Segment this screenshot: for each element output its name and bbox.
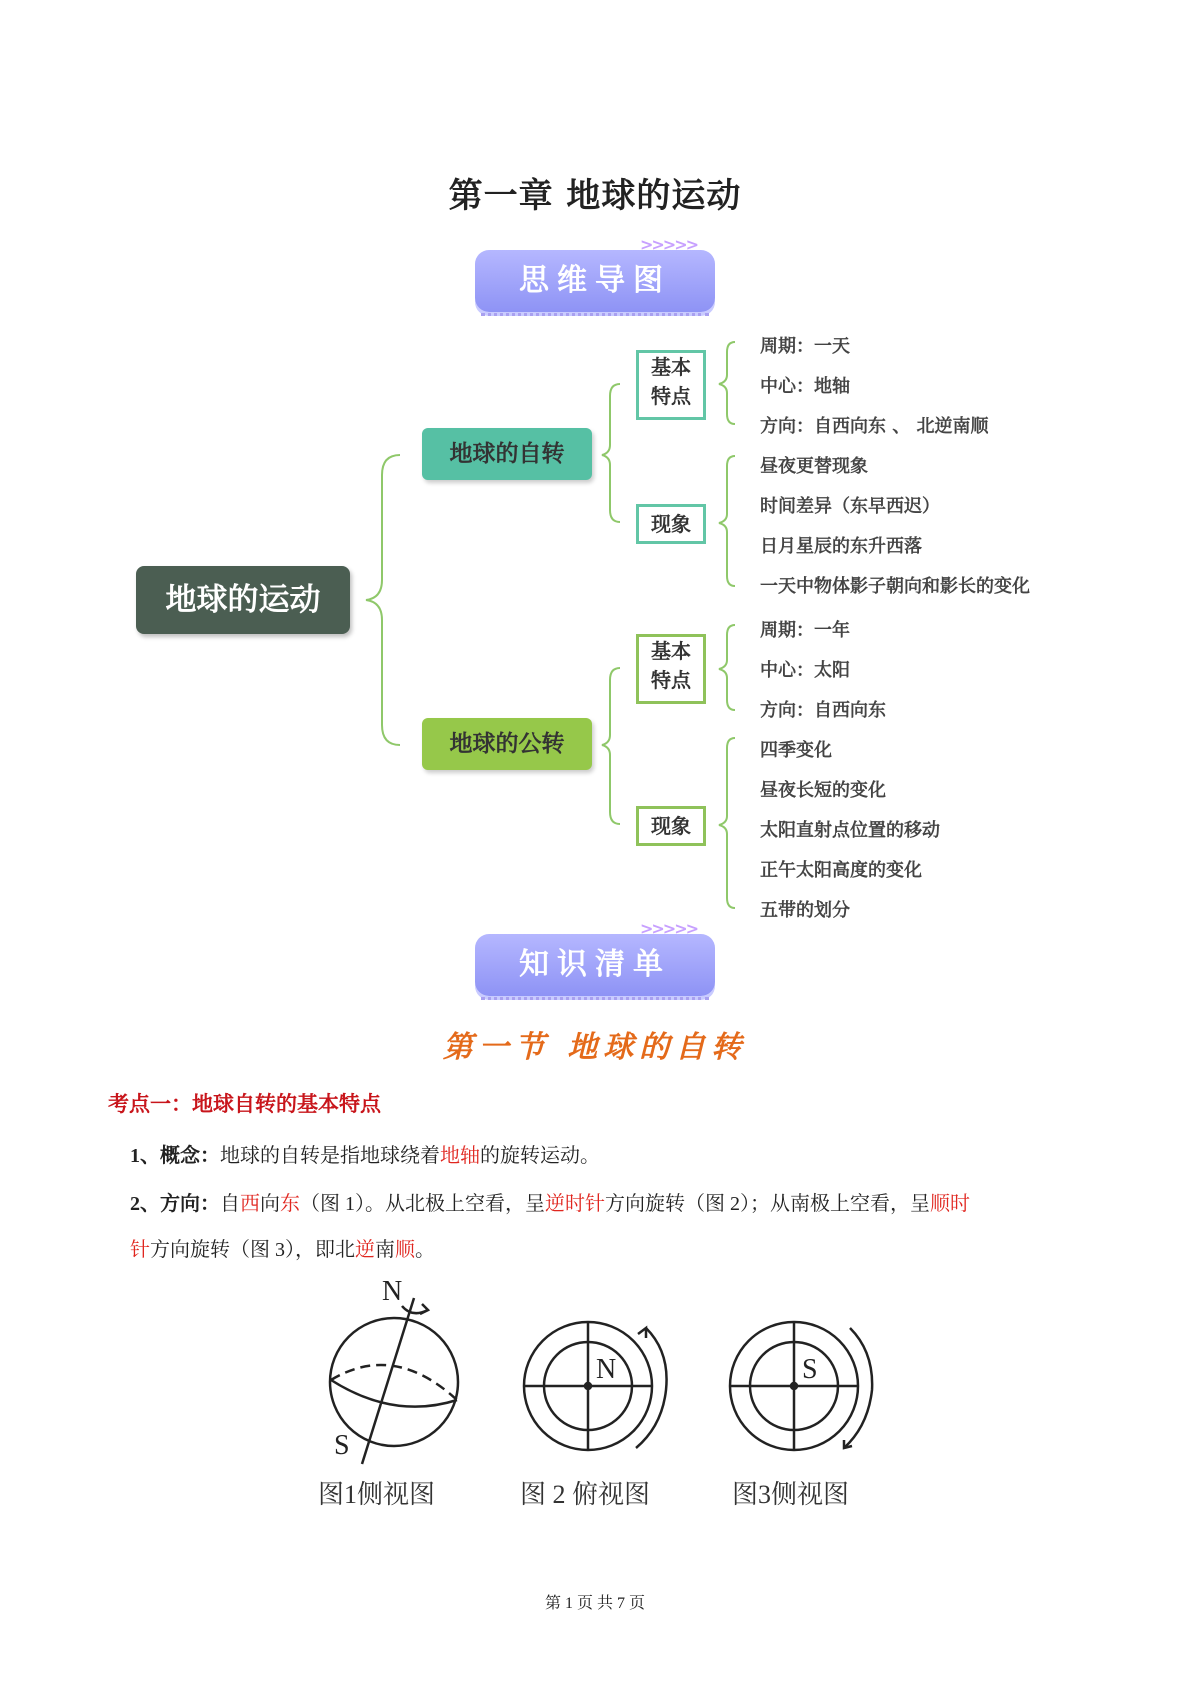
highlight: 逆 [355,1239,375,1261]
revolution-brace [602,668,620,824]
node-revolution: 地球的公转 [422,718,592,770]
text: （图 1）。从北极上空看，呈 [300,1193,545,1215]
knowledge-banner [475,919,715,996]
fig3-caption: 图3侧视图 [732,1480,850,1509]
text: 地球的自转是指地球绕着 [220,1145,440,1167]
figure-3-topview [730,1322,872,1450]
root-brace [366,455,400,745]
paragraph-direction [130,1182,1090,1226]
leaf-revolution-phen-3: 太阳直射点位置的移动 [760,820,940,841]
node-revolution-basic: 基本 特点 [636,634,706,704]
text: 。 [415,1239,435,1261]
highlight: 地轴 [440,1145,480,1167]
banner-arrows: >>>>> [639,919,697,938]
fig1-north-label: N [382,1280,403,1307]
highlight: 西 [240,1193,260,1215]
paragraph-direction-cont [130,1228,1090,1272]
node-rotation-phen: 现象 [636,504,706,544]
page-footer: 第 1 页 共 7 页 [544,1595,645,1612]
kaodian-heading: 考点一：地球自转的基本特点 [108,1092,381,1116]
leaf-revolution-phen-4: 正午太阳高度的变化 [760,860,922,881]
direction-label: 2、方向： [130,1193,220,1215]
node-rotation-basic: 基本 特点 [636,350,706,420]
text: 向 [260,1193,280,1215]
knowledge-banner-label: 知识清单 [519,947,671,982]
revolution-phen-brace [719,738,735,908]
leaf-rotation-phen-1: 昼夜更替现象 [760,456,868,477]
node-rotation: 地球的自转 [422,428,592,480]
rotation-basic-brace [719,342,735,424]
highlight: 顺 [395,1239,415,1261]
leaf-rotation-direction: 方向：自西向东 、 北逆南顺 [760,416,989,437]
highlight: 东 [280,1193,300,1215]
revolution-basic-brace [719,625,735,710]
leaf-rotation-period: 周期：一天 [760,336,850,357]
figure-2-topview [524,1322,667,1450]
highlight: 顺时 [930,1193,970,1215]
fig1-south-label: S [334,1430,350,1461]
mindmap-root: 地球的运动 [136,566,350,634]
leaf-rotation-center: 中心：地轴 [760,376,850,397]
fig2-north-label: N [596,1354,617,1385]
highlight: 针 [130,1239,150,1261]
fig2-caption: 图 2 俯视图 [520,1480,651,1509]
text: 的旋转运动。 [480,1145,600,1167]
text: 方向旋转（图 2）；从南极上空看，呈 [605,1193,930,1215]
banner-dots [481,997,709,1004]
section-title: 第一节 地球的自转 [442,1030,748,1065]
leaf-revolution-center: 中心：太阳 [760,660,850,681]
concept-label: 1、概念： [130,1145,220,1167]
mindmap-banner-label: 思维导图 [519,263,671,298]
fig1-caption: 图1侧视图 [318,1480,436,1509]
paragraph-concept [130,1134,1090,1178]
leaf-revolution-phen-1: 四季变化 [760,740,832,761]
banner-arrows: >>>>> [639,235,697,254]
fig3-south-label: S [802,1354,818,1385]
highlight: 逆时针 [545,1193,605,1215]
page-title: 第一章 地球的运动 [448,176,742,216]
leaf-revolution-phen-2: 昼夜长短的变化 [760,780,886,801]
leaf-revolution-phen-5: 五带的划分 [760,900,850,921]
rotation-figures [310,1280,890,1480]
rotation-phen-brace [719,456,735,586]
leaf-rotation-phen-4: 一天中物体影子朝向和影长的变化 [760,576,1030,597]
text: 方向旋转（图 3），即北 [150,1239,355,1261]
text: 南 [375,1239,395,1261]
leaf-revolution-period: 周期：一年 [760,620,850,641]
leaf-revolution-direction: 方向：自西向东 [760,700,886,721]
leaf-rotation-phen-2: 时间差异（东早西迟） [760,496,940,517]
node-revolution-phen: 现象 [636,806,706,846]
leaf-rotation-phen-3: 日月星辰的东升西落 [760,536,922,557]
text: 自 [220,1193,240,1215]
rotation-brace [602,384,620,522]
